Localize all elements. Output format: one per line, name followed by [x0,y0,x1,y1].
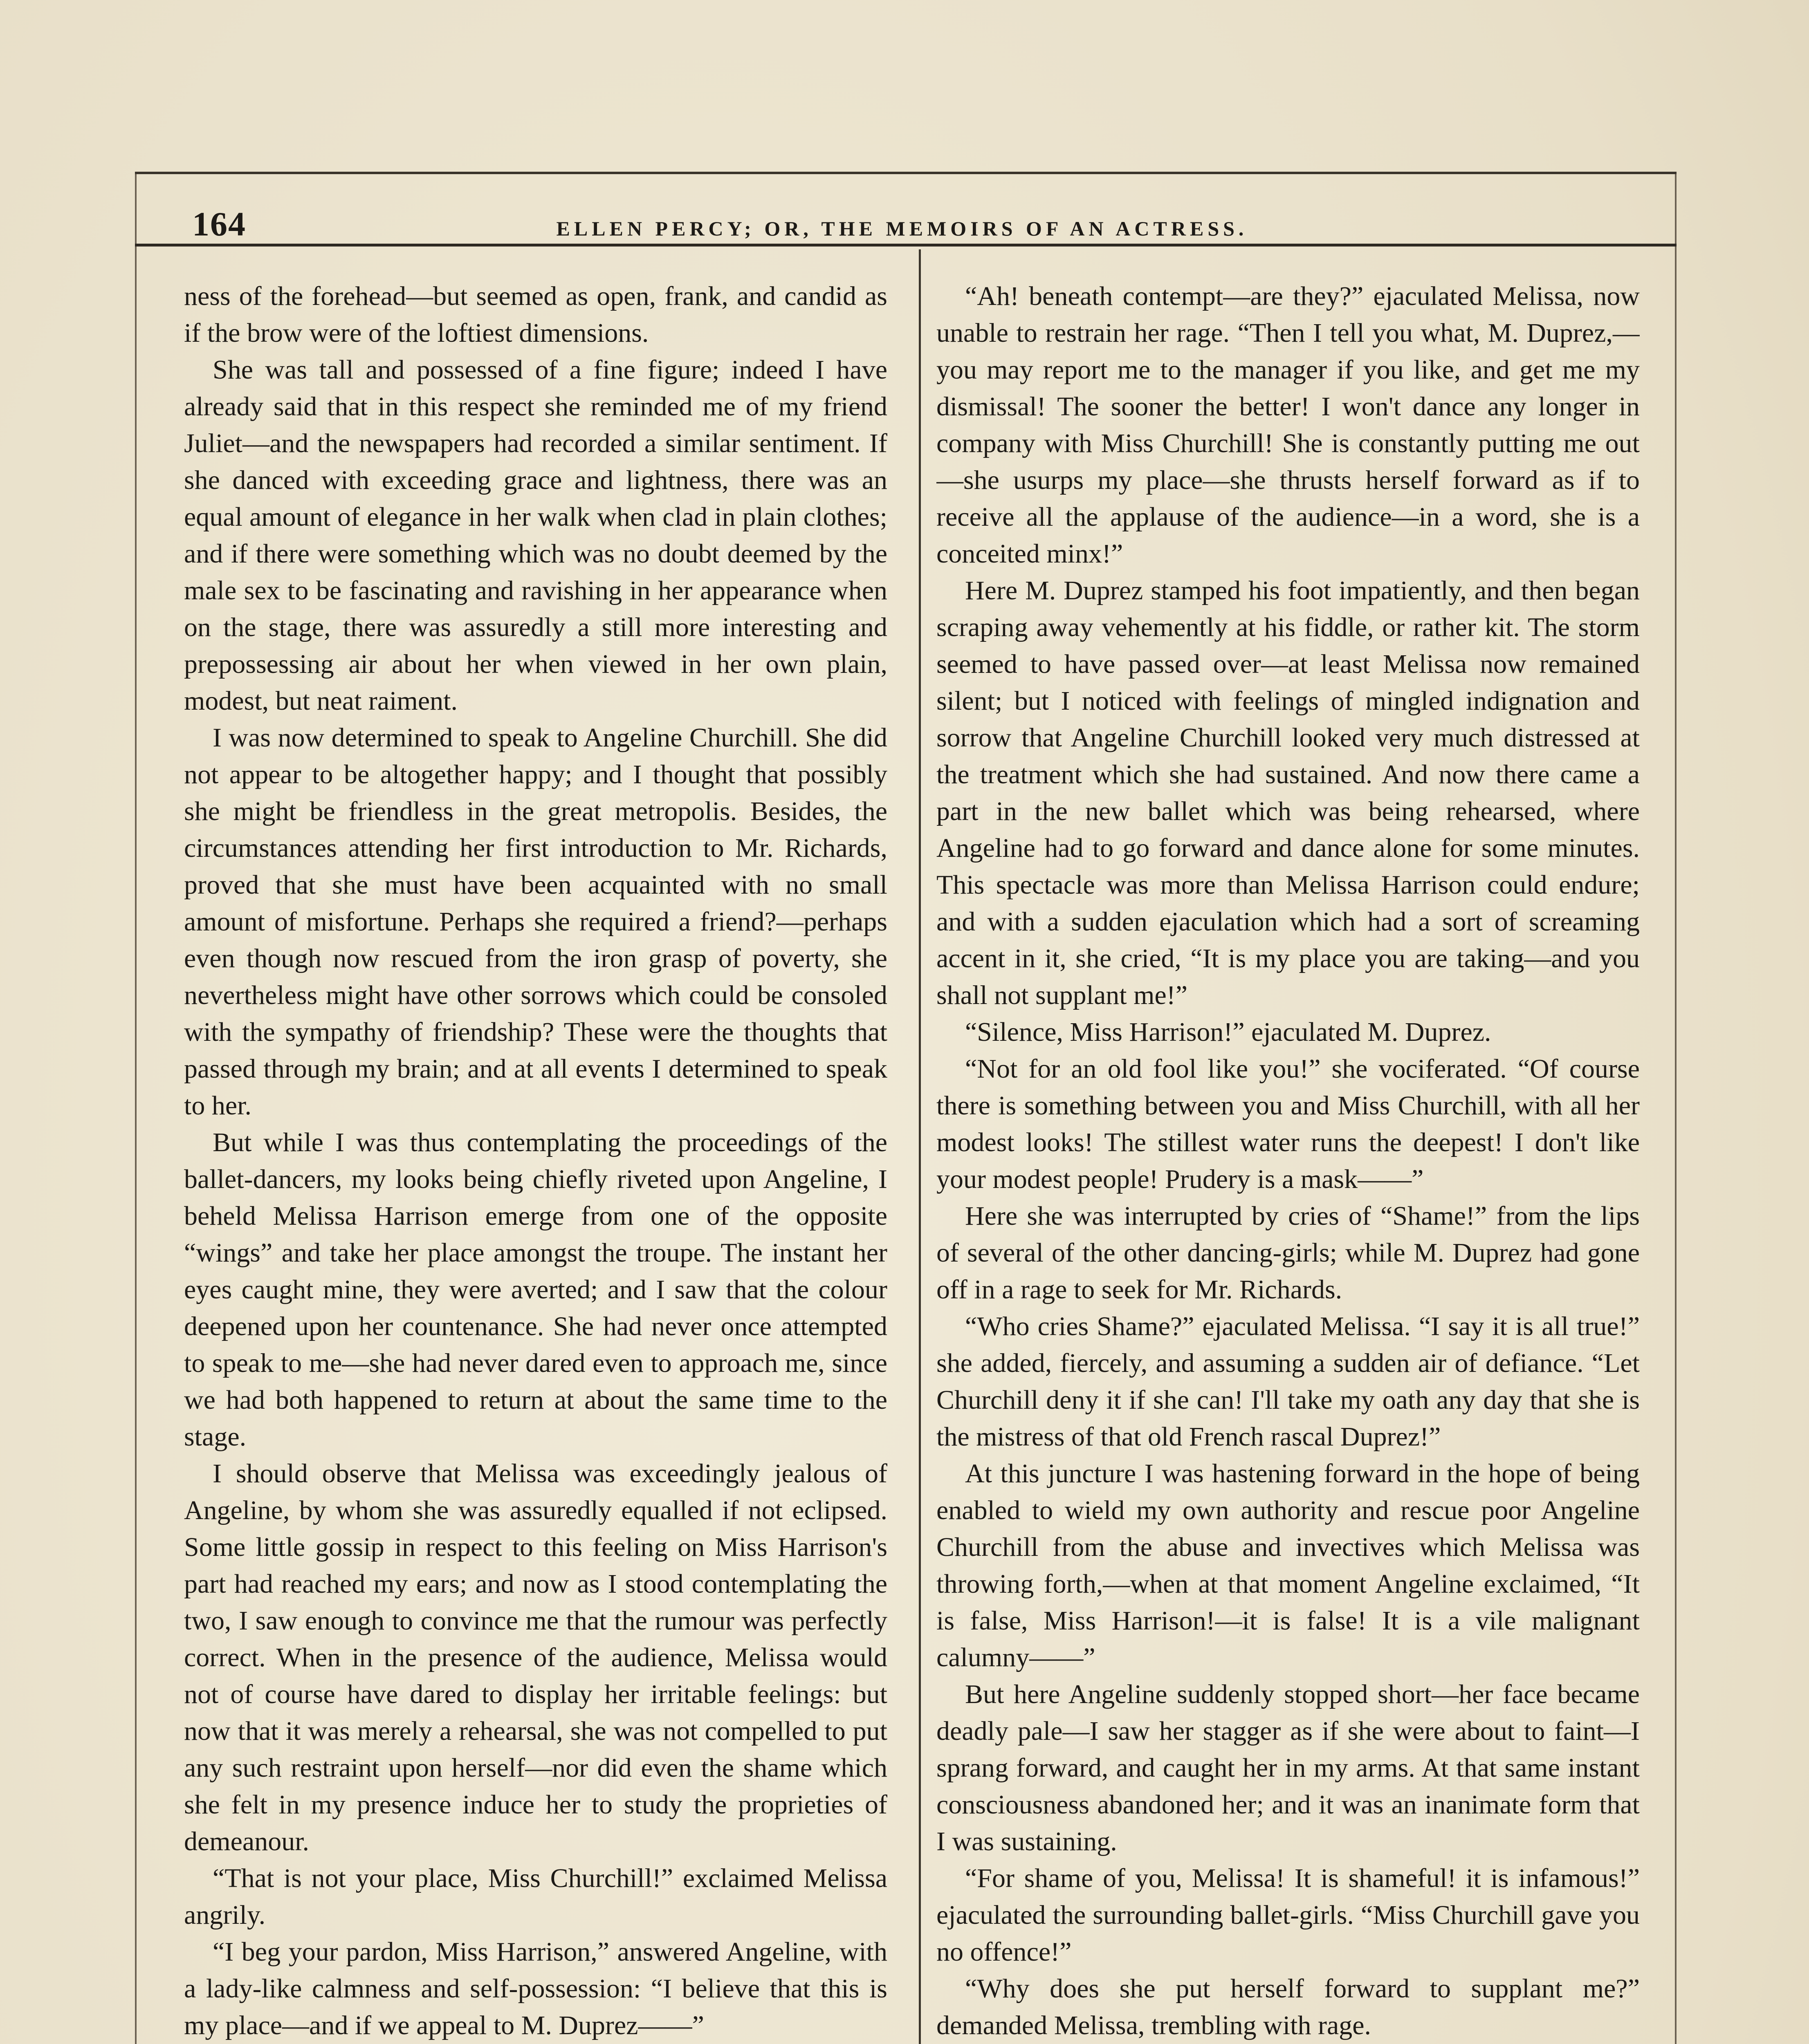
paragraph: “Ah! beneath contempt—are they?” ejaculated Melissa, now unable to restrain her rage. “Then I tell you what, M. Duprez,—you may report me to the manager if you like, and get me my dismissal! The sooner the better! I won't dance any longer in company with Miss Churchill! She is constantly putting me out—she usurps my place—she thrusts herself forward as if to receive all the applause of the audience—in a word, she is a conceited minx!” [936,281,1640,569]
paragraph: “For shame of you, Melissa! It is shameful! it is infamous!” ejaculated the surrounding ballet-girls. “Miss Churchill gave you no offence!” [936,1863,1640,1967]
paragraph: “Why does she put herself forward to supplant me?” demanded Melissa, trembling with rage. [936,1974,1640,2040]
page-header [192,204,1648,241]
paragraph: “Who cries Shame?” ejaculated Melissa. “I say it is all true!” she added, fiercely, and assuming a sudden air of defiance. “Let Churchill deny it if she can! I'll take my oath any day that she is the mistress of that old French rascal Duprez!” [936,1311,1640,1452]
page-edge-right [1675,172,1677,2044]
right-column [936,278,1640,2044]
page-number: 164 [192,205,246,243]
paragraph: Here M. Duprez stamped his foot impatiently, and then began scraping away vehemently at his fiddle, or rather kit. The storm seemed to have passed over—at least Melissa now remained silent; but I noticed with feelings of mingled indignation and sorrow that Angeline Churchill looked very much distressed at the treatment which she had sustained. And now there came a part in the new ballet which was being rehearsed, where Angeline had to go forward and dance alone for some minutes. This spectacle was more than Melissa Harrison could endure; and with a sudden ejaculation which had a sort of screaming accent in it, she cried, “It is my place you are taking—and you shall not supplant me!” [936,576,1640,1010]
paragraph: “Silence, Miss Harrison!” ejaculated M. Duprez. [965,1017,1491,1047]
paragraph: ness of the forehead—but seemed as open, frank, and candid as if the brow were of the loftiest dimensions. [184,281,887,348]
paragraph: But while I was thus contemplating the proceedings of the ballet-dancers, my looks being chiefly riveted upon Angeline, I beheld Melissa Harrison emerge from one of the opposite “wings” and take her place amongst the troupe. The instant her eyes caught mine, they were averted; and I saw that the colour deepened upon her countenance. She had never once attempted to speak to me—she had never dared even to approach me, since we had both happened to return at about the same time to the stage. [184,1127,887,1452]
paragraph: “I beg your pardon, Miss Harrison,” answered Angeline, with a lady-like calmness and self-possession: “I believe that this is my place—and if we appeal to M. Duprez——” [184,1937,887,2040]
top-rule [135,172,1677,174]
paragraph: “Not for an old fool like you!” she vociferated. “Of course there is something between you and Miss Churchill, with all her modest looks! The stillest water runs the deepest! I don't like your modest people! Prudery is a mask——” [936,1054,1640,1194]
running-title: ELLEN PERCY; OR, THE MEMOIRS OF AN ACTRESS. [556,217,1248,240]
paragraph: But here Angeline suddenly stopped short—her face became deadly pale—I saw her stagger as if she were about to faint—I sprang forward, and caught her in my arms. At that same instant consciousness abandoned her; and it was an inanimate form that I was sustaining. [936,1679,1640,1856]
column-divider [919,249,921,2044]
page-edge-left [135,172,137,2044]
paragraph: Here she was interrupted by cries of “Shame!” from the lips of several of the other dancing-girls; while M. Duprez had gone off in a rage to seek for Mr. Richards. [936,1201,1640,1304]
header-rule [135,244,1677,247]
left-column [184,278,887,2044]
paragraph: I was now determined to speak to Angeline Churchill. She did not appear to be altogether happy; and I thought that possibly she might be friendless in the great metropolis. Besides, the circumstances attending her first introduction to Mr. Richards, proved that she must have been acquainted with no small amount of misfortune. Perhaps she required a friend?—perhaps even though now rescued from the iron grasp of poverty, she nevertheless might have other sorrows which could be consoled with the sympathy of friendship? These were the thoughts that passed through my brain; and at all events I determined to speak to her. [184,723,887,1121]
paragraph: I should observe that Melissa was exceedingly jealous of Angeline, by whom she was assuredly equalled if not eclipsed. Some little gossip in respect to this feeling on Miss Harrison's part had reached my ears; and now as I stood contemplating the two, I saw enough to convince me that the rumour was perfectly correct. When in the presence of the audience, Melissa would not of course have dared to display her irritable feelings: but now that it was merely a rehearsal, she was not compelled to put any such restraint upon herself—nor did even the shame which she felt in my presence induce her to study the proprieties of demeanour. [184,1459,887,1856]
paragraph: At this juncture I was hastening forward in the hope of being enabled to wield my own authority and rescue poor Angeline Churchill from the abuse and invectives which Melissa was throwing forth,—when at that moment Angeline exclaimed, “It is false, Miss Harrison!—it is false! It is a vile malignant calumny——” [936,1459,1640,1672]
paragraph: She was tall and possessed of a fine figure; indeed I have already said that in this respect she reminded me of my friend Juliet—and the newspapers had recorded a similar sentiment. If she danced with exceeding grace and lightness, there was an equal amount of elegance in her walk when clad in plain clothes; and if there were something which was no doubt deemed by the male sex to be fascinating and ravishing in her appearance when on the stage, there was assuredly a still more interesting and prepossessing air about her when viewed in her own plain, modest, but neat raiment. [184,355,887,716]
paragraph: “That is not your place, Miss Churchill!” exclaimed Melissa angrily. [184,1863,887,1930]
